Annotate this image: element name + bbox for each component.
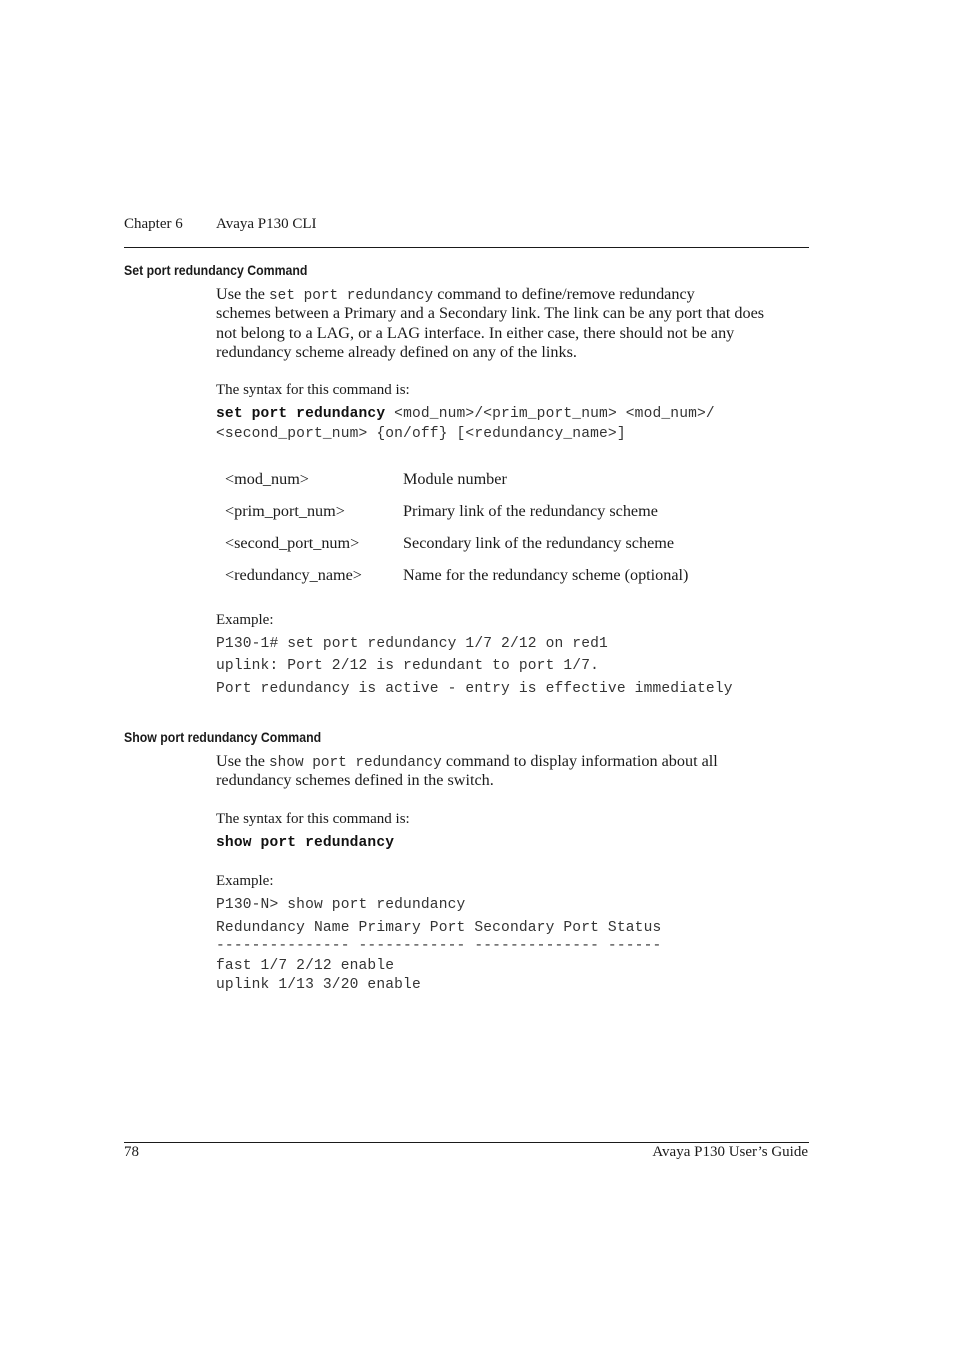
chapter-title: Avaya P130 CLI xyxy=(216,216,317,232)
section-heading-show: Show port redundancy Command xyxy=(124,729,322,745)
set-syntax-line1 xyxy=(216,406,715,422)
show-syntax-line xyxy=(216,835,394,851)
set-description-line3: not belong to a LAG, or a LAG interface. In either case, there should not be any xyxy=(216,324,735,342)
text-run: Use the xyxy=(216,285,270,303)
show-description-line2: redundancy schemes defined in the switch. xyxy=(216,771,494,789)
param-desc: Name for the redundancy scheme (optional) xyxy=(403,566,689,584)
param-name: <prim_port_num> xyxy=(225,502,345,520)
example-line: Port redundancy is active - entry is effective immediately xyxy=(216,681,733,697)
show-example-label: Example: xyxy=(216,873,274,889)
inline-command: set port redundancy xyxy=(269,288,434,304)
footer-rule xyxy=(124,1142,809,1143)
output-table-header: Redundancy Name Primary Port Secondary Port Status xyxy=(216,920,662,936)
example-line: P130-1# set port redundancy 1/7 2/12 on red1 xyxy=(216,636,608,652)
param-desc: Primary link of the redundancy scheme xyxy=(403,502,658,520)
param-name: <redundancy_name> xyxy=(225,566,362,584)
param-desc: Secondary link of the redundancy scheme xyxy=(403,534,675,552)
output-table-row: fast 1/7 2/12 enable xyxy=(216,958,395,974)
set-description-line4: redundancy scheme already defined on any of the links. xyxy=(216,343,577,361)
text-run: command to display information about all xyxy=(441,752,718,770)
header-rule xyxy=(124,247,809,248)
page-number: 78 xyxy=(124,1144,139,1160)
example-line: uplink: Port 2/12 is redundant to port 1/7. xyxy=(216,658,600,674)
syntax-args: <mod_num>/<prim_port_num> <mod_num>/ xyxy=(385,406,715,422)
param-desc: Module number xyxy=(403,470,507,488)
section-heading-set: Set port redundancy Command xyxy=(124,262,308,278)
guide-title: Avaya P130 User’s Guide xyxy=(652,1144,808,1160)
syntax-keyword: show port redundancy xyxy=(216,835,395,851)
show-syntax-intro: The syntax for this command is: xyxy=(216,811,410,827)
param-name: <mod_num> xyxy=(225,470,309,488)
show-example-prompt: P130-N> show port redundancy xyxy=(216,897,466,913)
set-description-line2: schemes between a Primary and a Secondary link. The link can be any port that does xyxy=(216,304,765,322)
param-name: <second_port_num> xyxy=(225,534,360,552)
text-run: command to define/remove redundancy xyxy=(433,285,695,303)
output-table-row: uplink 1/13 3/20 enable xyxy=(216,977,421,993)
text-run: Use the xyxy=(216,752,270,770)
syntax-keyword: set port redundancy xyxy=(216,406,386,422)
inline-command: show port redundancy xyxy=(269,755,442,771)
output-table-divider: --------------- ------------ -------------- ------ xyxy=(216,938,662,954)
set-example-label: Example: xyxy=(216,612,274,628)
chapter-label: Chapter 6 xyxy=(124,216,183,232)
set-syntax-intro: The syntax for this command is: xyxy=(216,382,410,398)
set-syntax-line2: <second_port_num> {on/off} [<redundancy_name>] xyxy=(216,426,626,442)
